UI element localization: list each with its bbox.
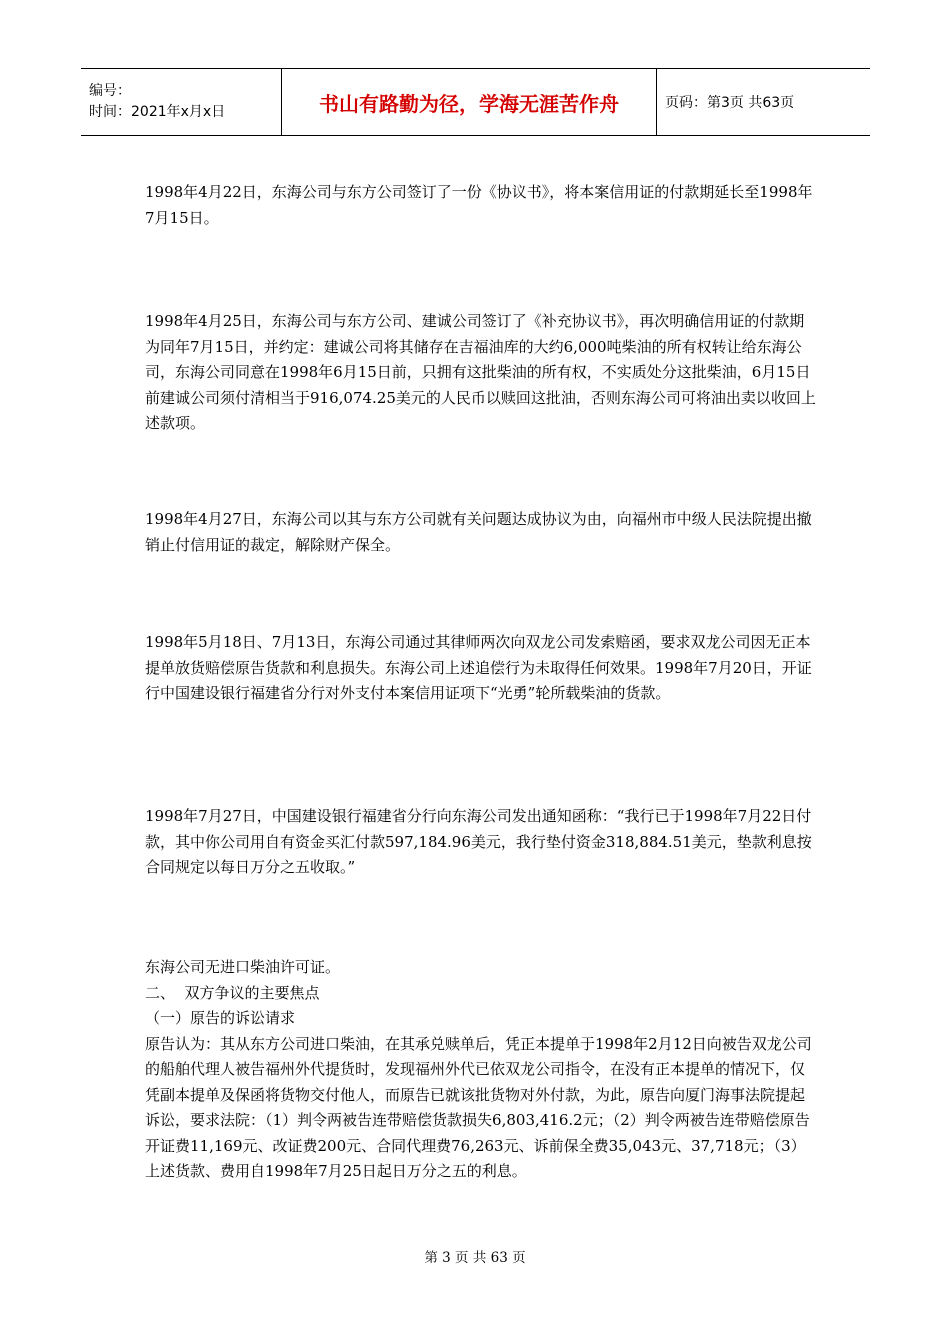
header-motto bbox=[282, 69, 657, 135]
paragraph-3: 1998年4月27日，东海公司以其与东方公司就有关问题达成协议为由，向福州市中级人民法院提出撤销止付信用证的裁定，解除财产保全。 bbox=[145, 510, 812, 554]
paragraph-1: 1998年4月22日，东海公司与东方公司签订了一份《协议书》，将本案信用证的付款期延长至1998年7月15日。 bbox=[145, 183, 813, 227]
number-label: 编号： bbox=[89, 83, 131, 99]
page-label: 页码：第3页 共63页 bbox=[665, 95, 795, 111]
paragraph-2: 1998年4月25日，东海公司与东方公司、建诚公司签订了《补充协议书》，再次明确信用证的付款期为同年7月15日，并约定：建诚公司将其储存在吉福油库的大约6,000吨柴油的所有权转让给东海公司，东海公司同意在1998年6月15日前，只拥有这批柴油的所有权，不实质处分这批柴油，6月15日前建诚公司须付清相当于916,074.25美元的人民币以赎回这批油，否则东海公司可将油出卖以收回上述款项。 bbox=[145, 312, 816, 432]
motto-text: 书山有路勤为径，学海无涯苦作舟 bbox=[319, 91, 619, 116]
page-header bbox=[81, 68, 870, 136]
paragraph-6: 东海公司无进口柴油许可证。 二、 双方争议的主要焦点 （一）原告的诉讼请求 原告认为：其从东方公司进口柴油，在其承兑赎单后，凭正本提单于1998年2月12日向被告双龙公司的船舶代理人被告福州外代提货时，发现福州外代已依双龙公司指令，在没有正本提单的情况下，仅凭副本提单及保函将货物交付他人，而原告已就该批货物对外付款，为此，原告向厦门海事法院提起诉讼，要求法院：（1）判令两被告连带赔偿货款损失6,803,416.2元；（2）判令两被告连带赔偿原告开证费11,169元、改证费200元、合同代理费76,263元、诉前保全费35,043元、37,718元；（3）上述货款、费用自1998年7月25日起日万分之五的利息。 bbox=[145, 958, 812, 1180]
time-label: 时间：2021年x月x日 bbox=[89, 104, 226, 120]
paragraph-4: 1998年5月18日、7月13日，东海公司通过其律师两次向双龙公司发索赔函，要求双龙公司因无正本提单放货赔偿原告货款和利息损失。东海公司上述追偿行为未取得任何效果。1998年7月20日，开证行中国建设银行福建省分行对外支付本案信用证项下“光勇”轮所载柴油的货款。 bbox=[145, 633, 812, 702]
header-info bbox=[81, 69, 282, 135]
header-page-info bbox=[657, 69, 870, 135]
paragraph-5: 1998年7月27日，中国建设银行福建省分行向东海公司发出通知函称：“我行已于1998年7月22日付款，其中你公司用自有资金买汇付款597,184.96美元，我行垫付资金318,884.51美元，垫款利息按合同规定以每日万分之五收取。” bbox=[145, 807, 812, 876]
page-footer: 第 3 页 共 63 页 bbox=[424, 1250, 526, 1266]
